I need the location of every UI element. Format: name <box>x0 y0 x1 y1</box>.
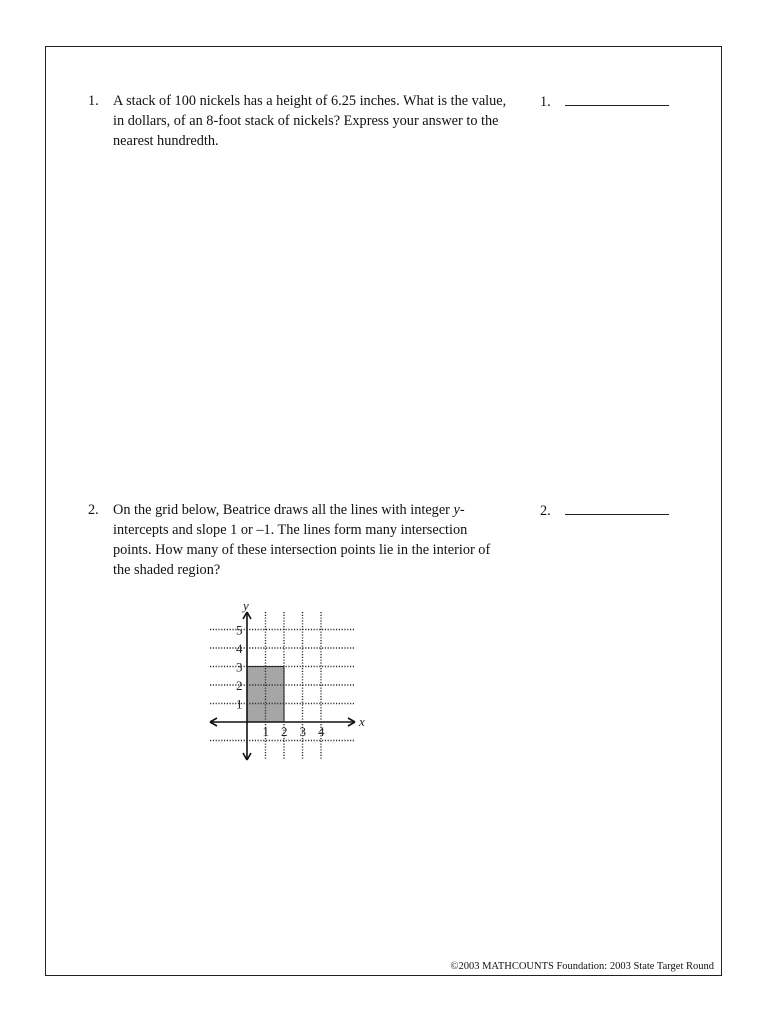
problem-2-number: 2. <box>88 502 99 518</box>
x-axis-label: x <box>359 714 365 729</box>
problem-2-text-part1: On the grid below, Beatrice draws all the lines with integer <box>113 502 454 518</box>
x-tick-label: 2 <box>281 724 288 739</box>
problem-1-number: 1. <box>88 93 99 109</box>
x-tick-label: 3 <box>299 724 306 739</box>
problem-2-text-part2: -intercepts and slope 1 or –1. The lines form many intersection points. How many of these intersection points lie in the interior of the shaded region? <box>113 502 491 578</box>
y-tick-label: 4 <box>236 641 243 656</box>
x-tick-labels <box>263 724 326 739</box>
answer-2-number: 2. <box>540 503 551 519</box>
x-tick-label: 4 <box>318 724 325 739</box>
x-tick-label: 1 <box>262 724 269 739</box>
answer-1-number: 1. <box>540 94 551 110</box>
coordinate-grid-figure <box>200 598 370 768</box>
problem-2-text <box>113 500 508 580</box>
coordinate-grid <box>200 598 370 768</box>
answer-2-blank[interactable] <box>565 500 669 515</box>
y-tick-label: 1 <box>236 696 243 712</box>
footer-copyright: ©2003 MATHCOUNTS Foundation: 2003 State Target Round <box>450 961 714 972</box>
y-tick-label: 5 <box>236 622 243 638</box>
problem-1-text: A stack of 100 nickels has a height of 6.25 inches. What is the value, in dollars, of an 8-foot stack of nickels? Express your answer to the nearest hundredth. <box>113 93 507 149</box>
y-tick-label: 3 <box>236 659 243 675</box>
problem-2-text-var: y <box>453 502 460 518</box>
y-tick-labels <box>236 623 243 712</box>
answer-1-blank[interactable] <box>565 91 669 106</box>
answer-2[interactable] <box>540 500 669 521</box>
answer-1[interactable] <box>540 91 669 112</box>
y-tick-label: 2 <box>236 678 243 693</box>
y-axis-label: y <box>243 598 249 613</box>
